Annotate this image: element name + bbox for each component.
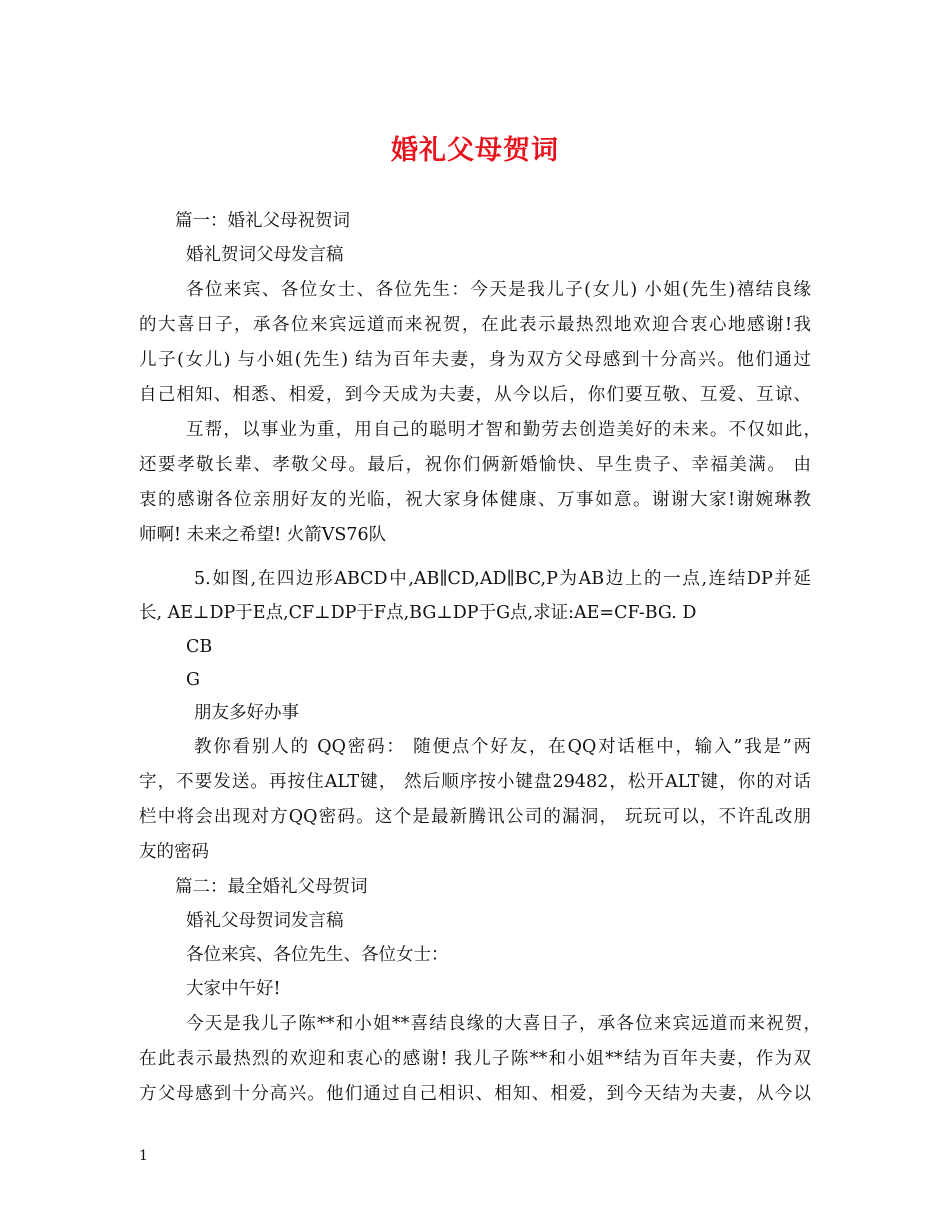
paragraph-line: 今天是我儿子陈**和小姐**喜结良缘的大喜日子，承各位来宾远道而来祝贺，	[186, 1014, 821, 1034]
paragraph-line: 5.如图,在四边形ABCD中,AB∥CD,AD∥BC,P为AB边上的一点,连结DP并延	[194, 569, 811, 589]
paragraph-line: 字，不要发送。再按住ALT键， 然后顺序按小键盘29482，松开ALT键，你的对话	[139, 772, 811, 792]
paragraph-line: G	[186, 670, 200, 690]
subheading-1: 婚礼贺词父母发言稿	[186, 245, 344, 265]
paragraph-line: 儿子(女儿) 与小姐(先生) 结为百年夫妻，身为双方父母感到十分高兴。他们通过	[139, 350, 811, 370]
document-title: 婚礼父母贺词	[391, 135, 559, 166]
page-number: 1	[139, 1148, 148, 1164]
paragraph-line: 师啊! 未来之希望! 火箭VS76队	[139, 525, 387, 545]
paragraph-line: 互帮，以事业为重，用自己的聪明才智和勤劳去创造美好的未来。不仅如此，	[186, 420, 821, 440]
paragraph-line: 衷的感谢各位亲朋好友的光临，祝大家身体健康、万事如意。谢谢大家!谢婉琳教	[139, 490, 811, 510]
paragraph-line: 栏中将会出现对方QQ密码。这个是最新腾讯公司的漏洞， 玩玩可以，不许乱改朋	[139, 807, 811, 827]
paragraph-line: 在此表示最热烈的欢迎和衷心的感谢! 我儿子陈**和小姐**结为百年夫妻，作为双	[139, 1049, 811, 1069]
section-heading-2: 篇二：最全婚礼父母贺词	[175, 877, 368, 897]
paragraph-line: 朋友多好办事	[194, 703, 299, 723]
paragraph-line: 友的密码	[139, 842, 209, 862]
paragraph-line: 还要孝敬长辈、孝敬父母。最后，祝你们俩新婚愉快、早生贵子、幸福美满。 由	[139, 455, 811, 475]
paragraph-line: 各位来宾、各位先生、各位女士：	[186, 945, 449, 965]
paragraph-line: 方父母感到十分高兴。他们通过自己相识、相知、相爱，到今天结为夫妻，从今以	[139, 1084, 811, 1104]
paragraph-line: 教你看别人的 QQ密码： 随便点个好友，在QQ对话框中，输入”我是”两	[194, 737, 811, 757]
paragraph-line: 的大喜日子，承各位来宾远道而来祝贺，在此表示最热烈地欢迎合衷心地感谢!我	[139, 315, 811, 335]
paragraph-line: 各位来宾、各位女士、各位先生：今天是我儿子(女儿) 小姐(先生)禧结良缘	[186, 280, 811, 300]
paragraph-line: 自己相知、相悉、相爱，到今天成为夫妻，从今以后，你们要互敬、互爱、互谅、	[139, 385, 811, 405]
subheading-2: 婚礼父母贺词发言稿	[186, 911, 344, 931]
paragraph-line: 长, AE⊥DP于E点,CF⊥DP于F点,BG⊥DP于G点,求证:AE=CF-BG. D	[139, 603, 697, 623]
paragraph-line: 大家中午好!	[186, 979, 281, 999]
section-heading-1: 篇一：婚礼父母祝贺词	[175, 211, 350, 231]
paragraph-line: CB	[186, 637, 213, 657]
